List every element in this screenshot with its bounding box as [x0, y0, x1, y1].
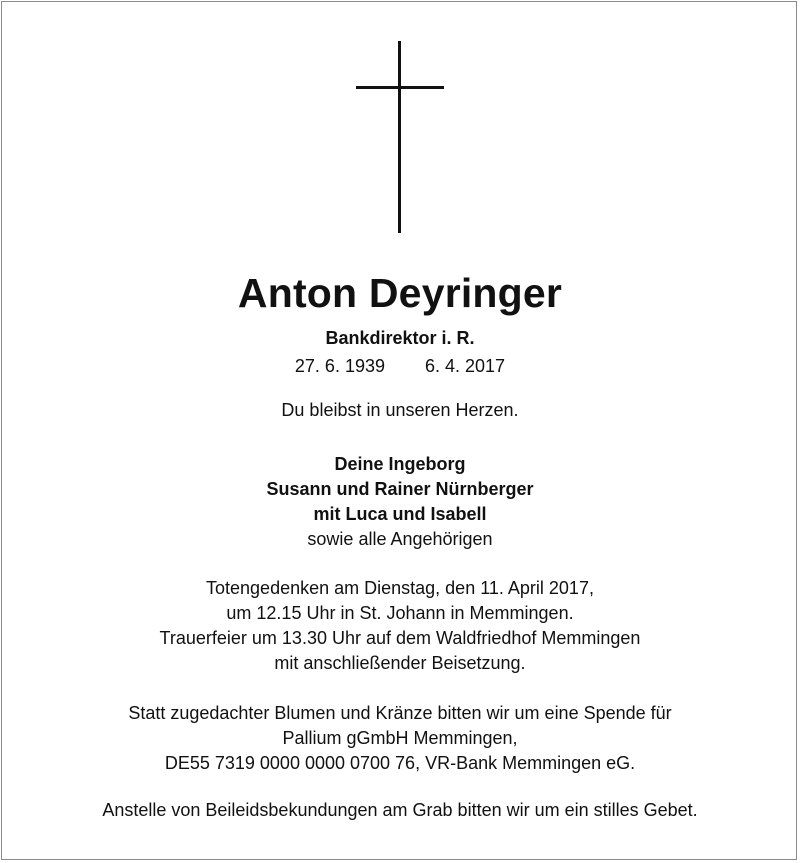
life-dates [0, 356, 800, 377]
cross-icon [356, 41, 444, 233]
deceased-title: Bankdirektor i. R. [325, 328, 475, 348]
service-line: um 12.15 Uhr in St. Johann in Memmingen. [226, 603, 574, 623]
donation-line: DE55 7319 0000 0000 0700 76, VR-Bank Memmingen eG. [164, 753, 636, 773]
motto: Du bleibst in unseren Herzen. [281, 400, 519, 420]
family-line: Deine Ingeborg [334, 454, 466, 474]
donation-line: Pallium gGmbH Memmingen, [282, 728, 518, 748]
birth-date: 27. 6. 1939 [294, 356, 385, 376]
relatives-line: sowie alle Angehörigen [307, 529, 493, 549]
service-line: Totengedenken am Dienstag, den 11. April 2017, [206, 578, 594, 598]
donation-line: Statt zugedachter Blumen und Kränze bitten wir um eine Spende für [128, 703, 672, 723]
service-line: mit anschließender Beisetzung. [274, 653, 526, 673]
service-line: Trauerfeier um 13.30 Uhr auf dem Waldfriedhof Memmingen [159, 628, 641, 648]
family-line: Susann und Rainer Nürnberger [266, 479, 534, 499]
closing-line: Anstelle von Beileidsbekundungen am Grab bitten wir um ein stilles Gebet. [102, 800, 698, 820]
death-date: 6. 4. 2017 [425, 356, 506, 376]
family-line: mit Luca und Isabell [313, 504, 487, 524]
deceased-name: Anton Deyringer [237, 270, 563, 316]
